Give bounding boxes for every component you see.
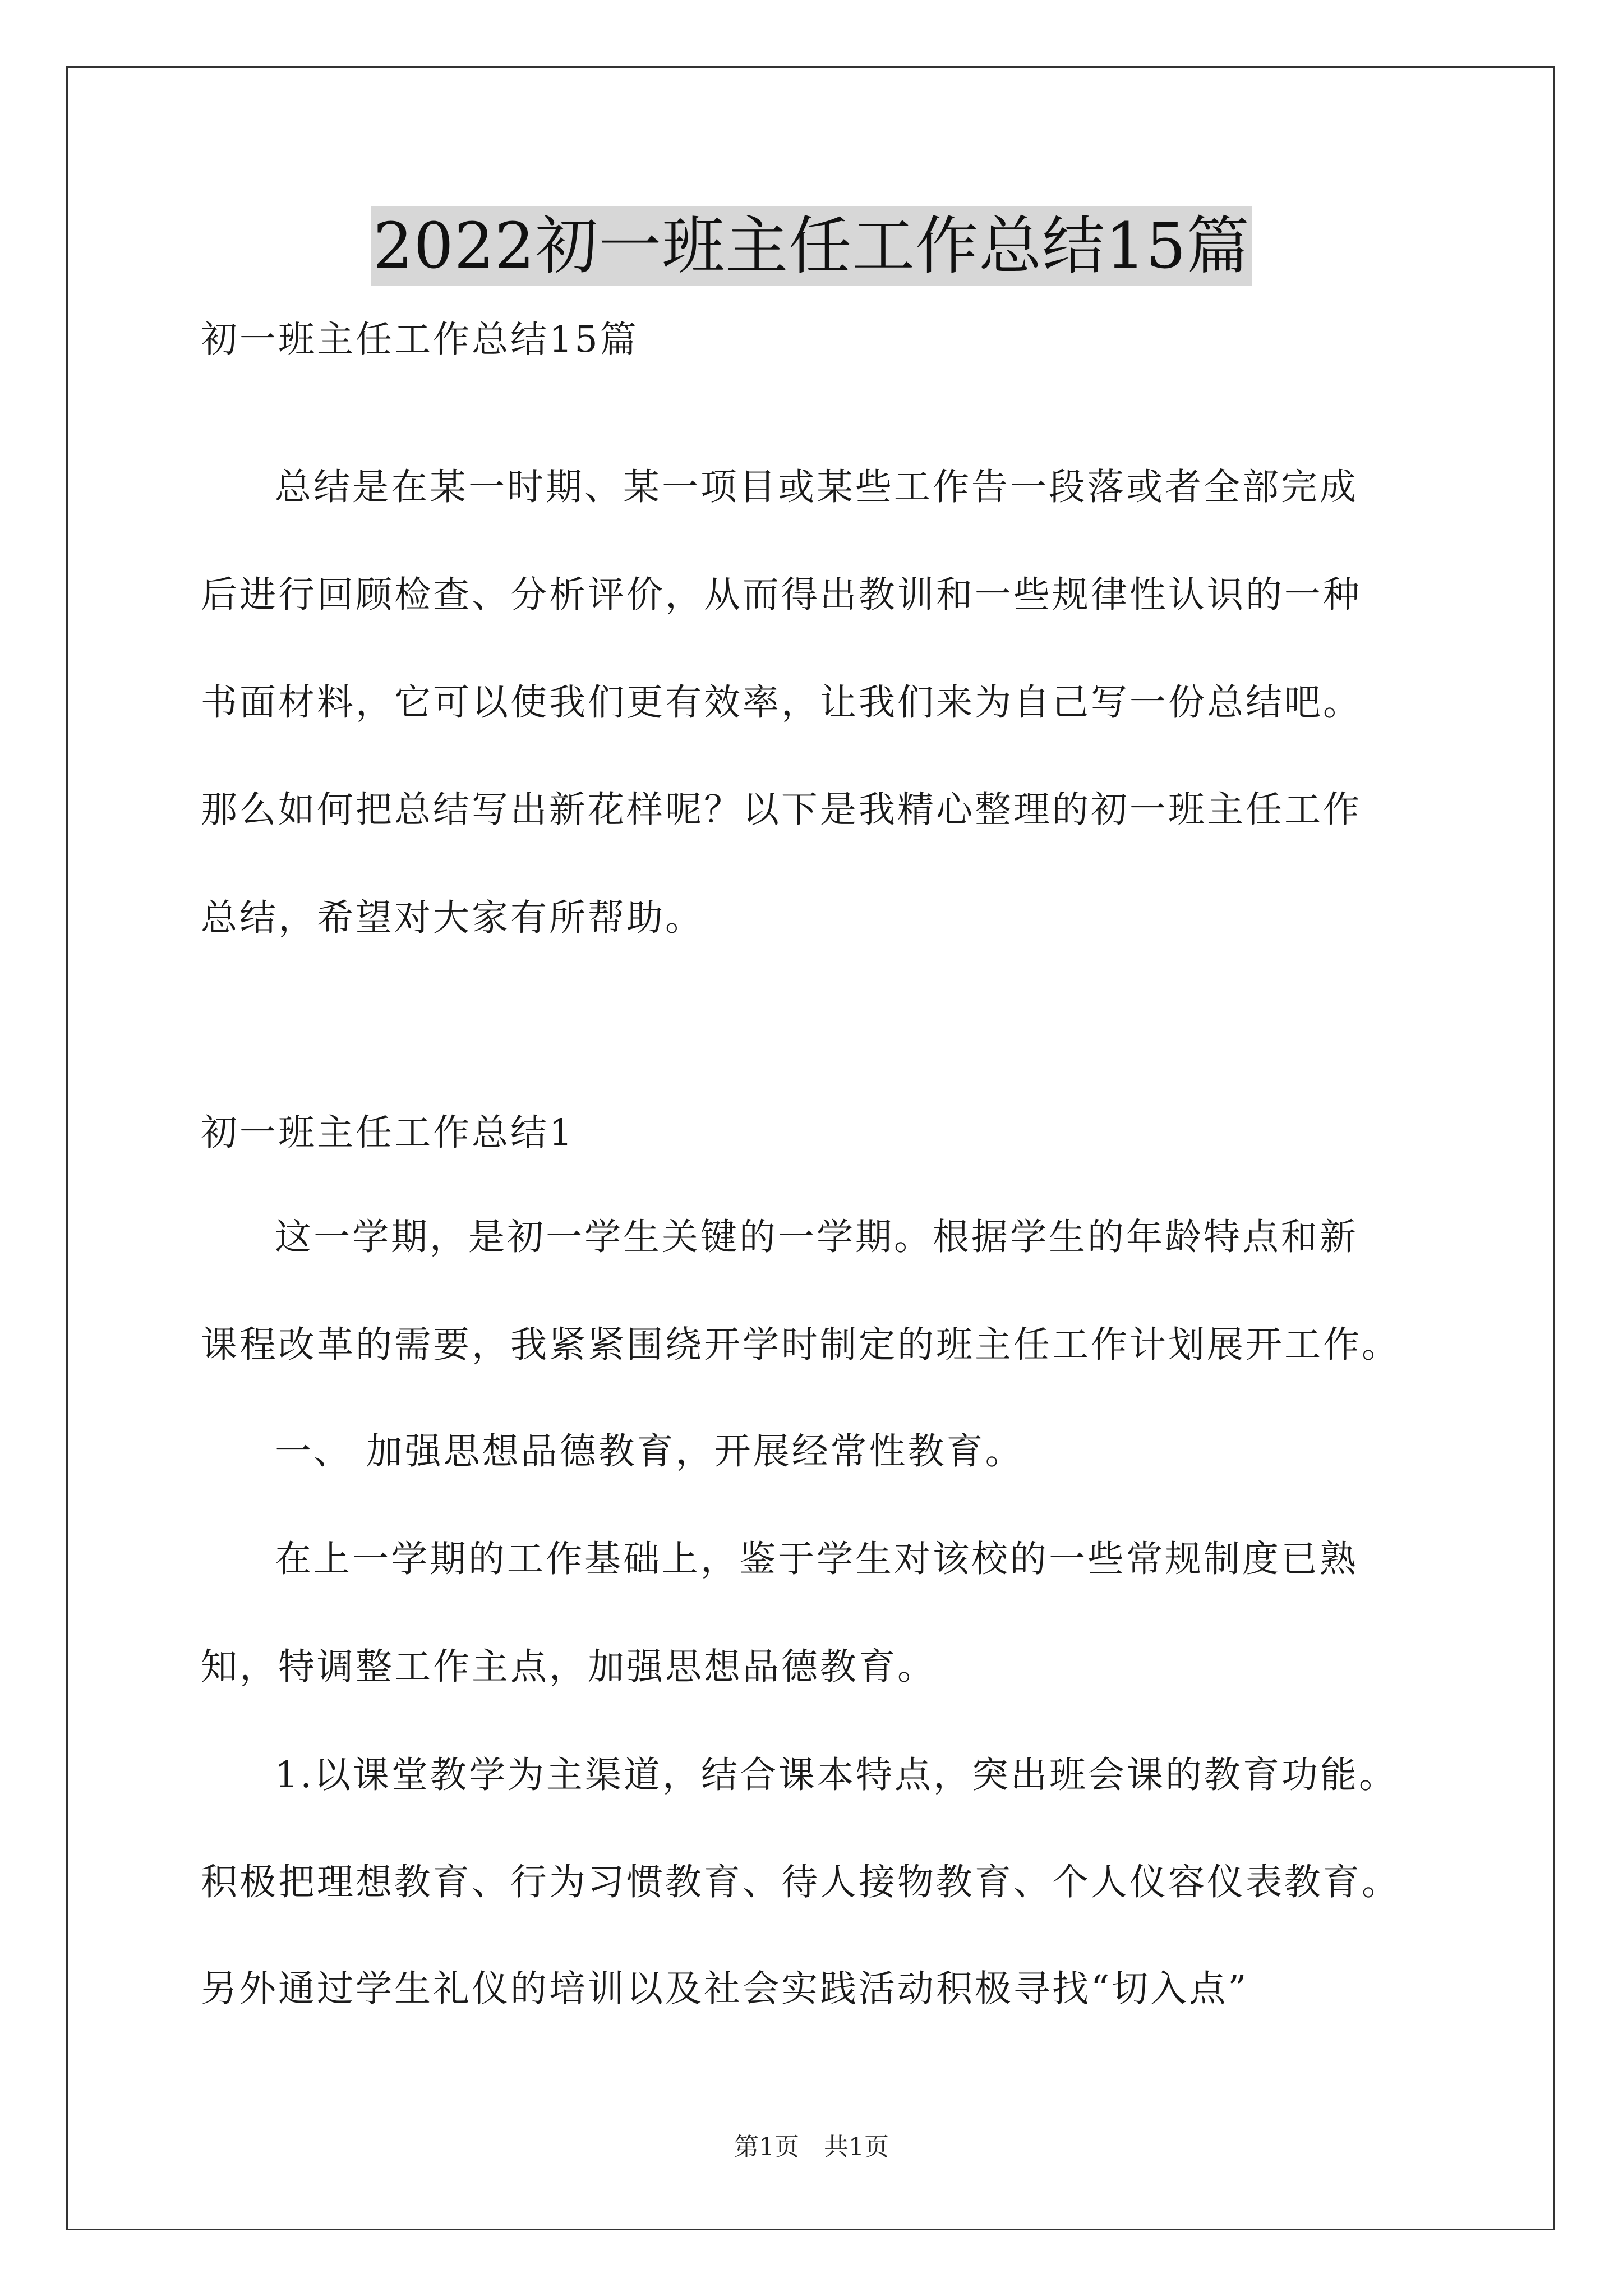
subtitle-line: 初一班主任工作总结15篇 (201, 319, 639, 361)
paragraph-line: 在上一学期的工作基础上，鉴于学生对该校的一些常规制度已熟 (275, 1538, 1359, 1580)
paragraph-line: 知，特调整工作主点，加强思想品德教育。 (201, 1646, 937, 1688)
paragraph-line: 另外通过学生礼仪的培训以及社会实践活动积极寻找“切入点” (201, 1968, 1249, 2010)
paragraph-line: 积极把理想教育、行为习惯教育、待人接物教育、个人仪容仪表教育。 (201, 1861, 1401, 1903)
section-heading: 初一班主任工作总结1 (201, 1112, 575, 1154)
title-container (0, 206, 1623, 286)
document-title: 2022初一班主任工作总结15篇 (371, 206, 1252, 286)
paragraph-line: 书面材料，它可以使我们更有效率，让我们来为自己写一份总结吧。 (201, 682, 1362, 724)
paragraph-line: 后进行回顾检查、分析评价，从而得出教训和一些规律性认识的一种 (201, 574, 1362, 616)
paragraph-line: 1.以课堂教学为主渠道，结合课本特点，突出班会课的教育功能。 (275, 1754, 1398, 1796)
paragraph-line: 总结是在某一时期、某一项目或某些工作告一段落或者全部完成 (275, 466, 1359, 508)
subsection-heading: 一、 加强思想品德教育，开展经常性教育。 (275, 1430, 1024, 1473)
page-footer: 第1页 共1页 (734, 2133, 889, 2161)
paragraph-line: 那么如何把总结写出新花样呢？以下是我精心整理的初一班主任工作 (201, 789, 1362, 831)
paragraph-line: 这一学期，是初一学生关键的一学期。根据学生的年龄特点和新 (275, 1216, 1359, 1258)
paragraph-line: 总结，希望对大家有所帮助。 (201, 897, 704, 939)
paragraph-line: 课程改革的需要，我紧紧围绕开学时制定的班主任工作计划展开工作。 (201, 1324, 1401, 1366)
